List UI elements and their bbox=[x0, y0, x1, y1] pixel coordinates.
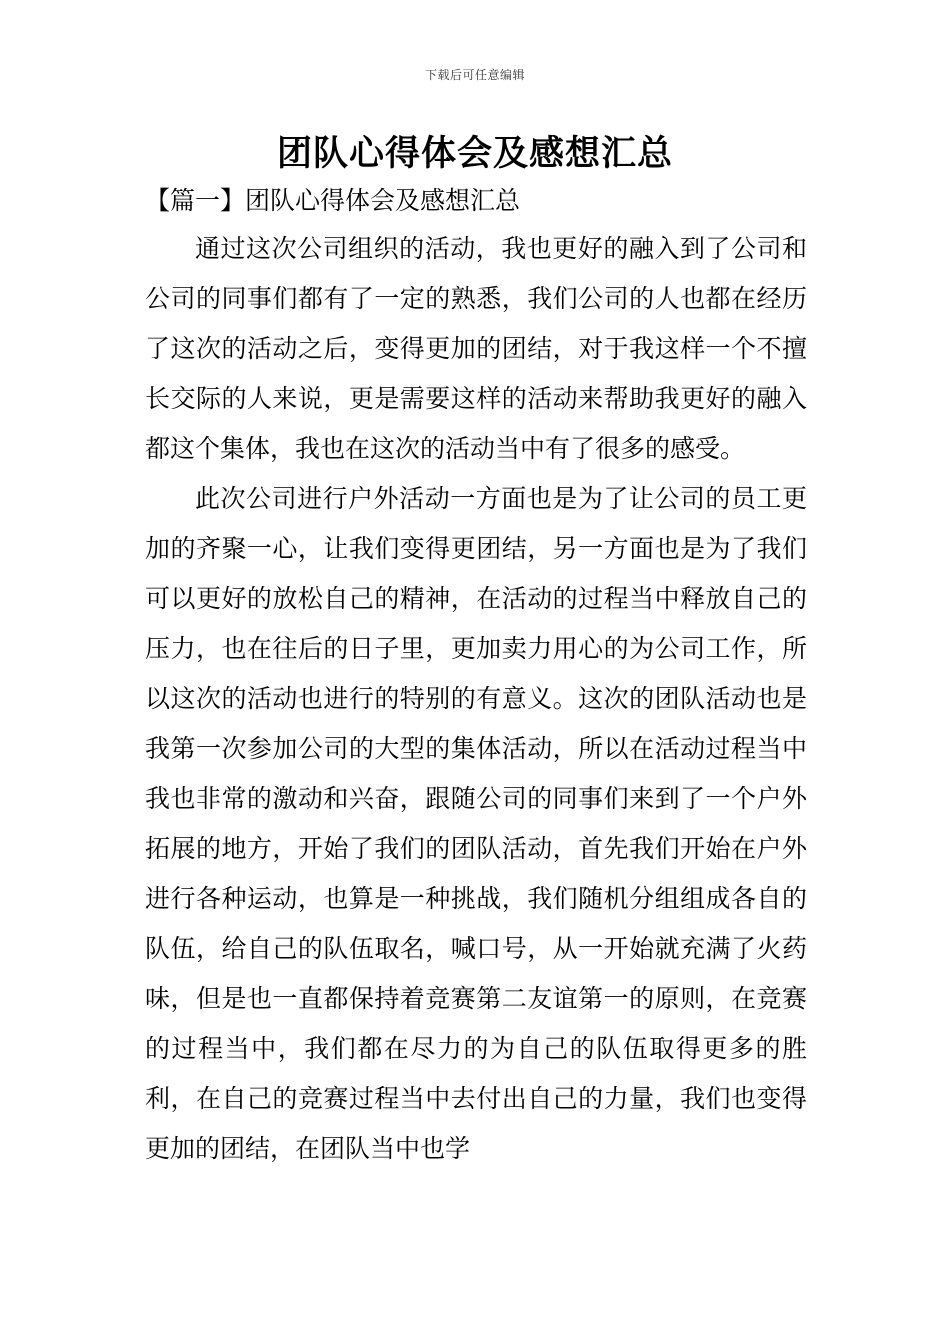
section-heading: 【篇一】团队心得体会及感想汇总 bbox=[145, 186, 521, 215]
document-body bbox=[145, 224, 807, 1174]
paragraph-1: 通过这次公司组织的活动，我也更好的融入到了公司和公司的同事们都有了一定的熟悉，我们公司的人也都在经历了这次的活动之后，变得更加的团结，对于我这样一个不擅长交际的人来说，更是需要这样的活动来帮助我更好的融入都这个集体，我也在这次的活动当中有了很多的感受。 bbox=[145, 234, 807, 463]
paragraph-2: 此次公司进行户外活动一方面也是为了让公司的员工更加的齐聚一心，让我们变得更团结，另一方面也是为了我们可以更好的放松自己的精神，在活动的过程当中释放自己的压力，也在往后的日子里，更加卖力用心的为公司工作，所以这次的活动也进行的特别的有意义。这次的团队活动也是我第一次参加公司的大型的集体活动，所以在活动过程当中我也非常的激动和兴奋，跟随公司的同事们来到了一个户外拓展的地方，开始了我们的团队活动，首先我们开始在户外进行各种运动，也算是一种挑战，我们随机分组组成各自的队伍，给自己的队伍取名，喊口号，从一开始就充满了火药味，但是也一直都保持着竞赛第二友谊第一的原则，在竞赛的过程当中，我们都在尽力的为自己的队伍取得更多的胜利，在自己的竞赛过程当中去付出自己的力量，我们也变得更加的团结，在团队当中也学 bbox=[145, 484, 807, 1163]
document-title: 团队心得体会及感想汇总 bbox=[276, 134, 673, 174]
header-note: 下载后可任意编辑 bbox=[424, 68, 525, 82]
